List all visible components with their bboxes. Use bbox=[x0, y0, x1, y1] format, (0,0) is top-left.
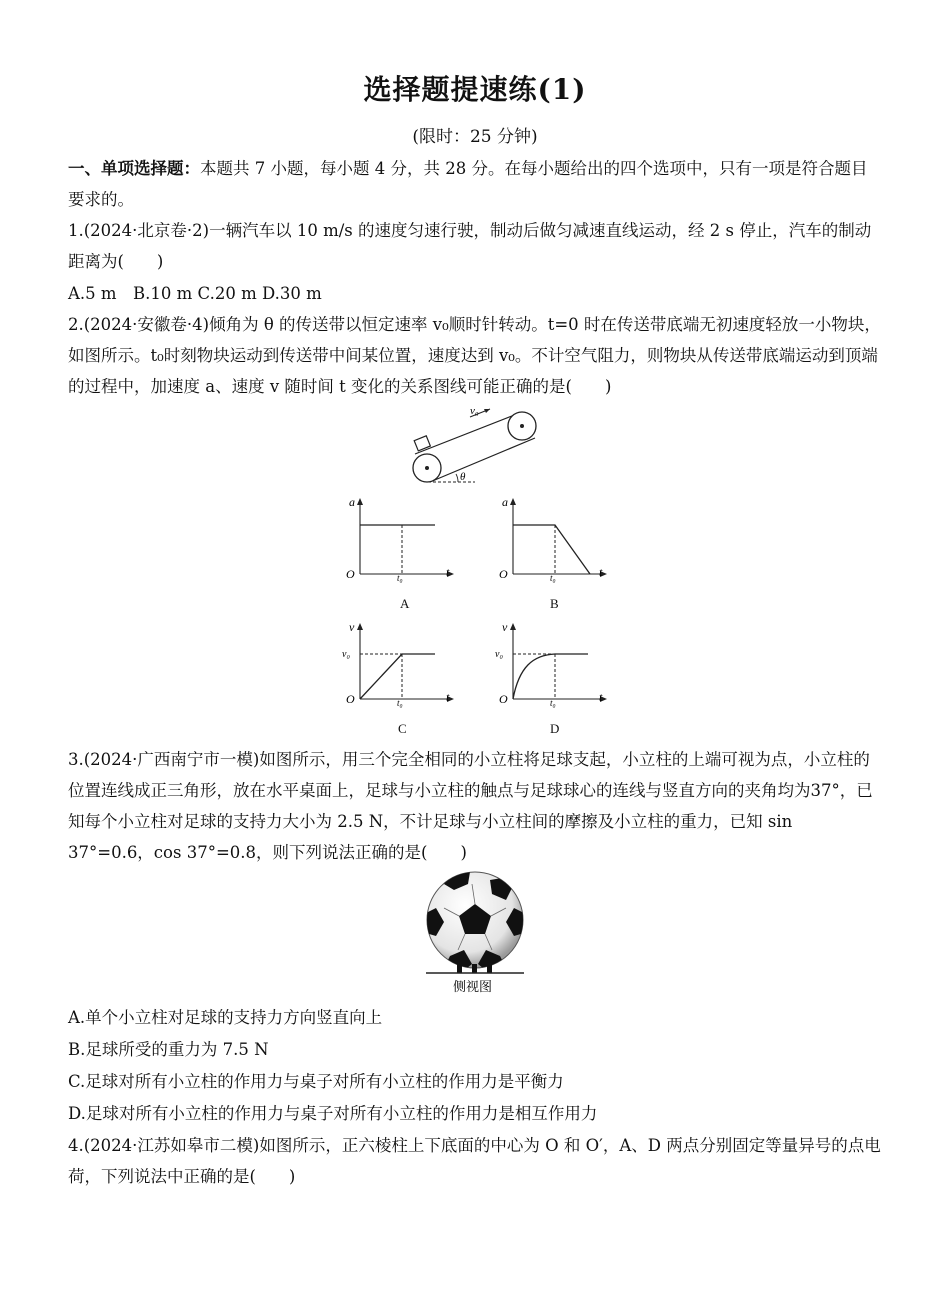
graph-b-tick: t₀ bbox=[550, 573, 556, 583]
soccer-ball-figure bbox=[420, 870, 530, 998]
graph-c-caption: C bbox=[398, 721, 407, 736]
graph-c-ytick: v₀ bbox=[342, 649, 350, 660]
graph-b-caption: B bbox=[550, 596, 559, 611]
belt-velocity-label: v₀ bbox=[470, 405, 479, 417]
graph-b-line bbox=[513, 525, 590, 574]
question-3-option-a: A.单个小立柱对足球的支持力方向竖直向上 bbox=[68, 1008, 383, 1027]
graph-d-x-label: t bbox=[599, 690, 603, 704]
graph-a bbox=[340, 492, 465, 612]
graph-a-y-label: a bbox=[349, 495, 355, 509]
graph-d bbox=[493, 617, 618, 737]
section-description: 本题共 7 小题，每小题 4 分，共 28 分。在每小题给出的四个选项中，只有一项是符合题目要求的。 bbox=[68, 159, 868, 209]
graph-b-x-label: t bbox=[599, 565, 603, 579]
graph-c-line bbox=[360, 654, 435, 699]
question-3-option-c: C.足球对所有小立柱的作用力与桌子对所有小立柱的作用力是平衡力 bbox=[68, 1072, 564, 1091]
question-4: 4.(2024·江苏如皋市二模)如图所示，正六棱柱上下底面的中心为 O 和 O′，A、D 两点分别固定等量异号的点电荷，下列说法中正确的是( ) bbox=[68, 1136, 881, 1186]
graph-d-tick: t₀ bbox=[550, 698, 556, 708]
graph-d-curve bbox=[513, 654, 588, 699]
graph-b-y-label: a bbox=[502, 495, 508, 509]
graph-a-x-label: t bbox=[446, 565, 450, 579]
graph-c-x-label: t bbox=[446, 690, 450, 704]
graph-b-origin: O bbox=[499, 567, 508, 581]
time-limit: (限时：25 分钟) bbox=[412, 127, 538, 147]
question-3-option-b: B.足球所受的重力为 7.5 N bbox=[68, 1040, 269, 1059]
graph-c-tick: t₀ bbox=[397, 698, 403, 708]
question-1: 1.(2024·北京卷·2)一辆汽车以 10 m/s 的速度匀速行驶，制动后做匀减速直线运动，经 2 s 停止，汽车的制动距离为( ) bbox=[68, 221, 872, 271]
question-3: 3.(2024·广西南宁市一模)如图所示，用三个完全相同的小立柱将足球支起，小立柱的上端可视为点，小立柱的位置连线成正三角形，放在水平桌面上，足球与小立柱的触点与足球球心的连线与竖直方向的夹角均为37°，已知每个小立柱对足球的支持力大小为 2.5 N，不计足球与小立柱间的摩擦及小立柱的重力，已知 sin 37°=0.6，cos 37°=0.8，则下列说法正确的是( ) bbox=[68, 750, 873, 862]
graph-a-caption: A bbox=[400, 596, 410, 611]
graph-d-ytick: v₀ bbox=[495, 649, 503, 660]
figure-caption: 侧视图 bbox=[453, 979, 493, 994]
incline-angle-label: θ bbox=[460, 471, 466, 483]
graph-d-y-label: v bbox=[502, 620, 508, 634]
question-3-option-d: D.足球对所有小立柱的作用力与桌子对所有小立柱的作用力是相互作用力 bbox=[68, 1104, 598, 1123]
question-1-options: A.5 m B.10 m C.20 m D.30 m bbox=[68, 284, 322, 303]
graph-b bbox=[493, 492, 618, 612]
graph-d-caption: D bbox=[550, 721, 560, 736]
section-heading: 一、单项选择题： bbox=[68, 159, 200, 178]
question-2: 2.(2024·安徽卷·4)倾角为 θ 的传送带以恒定速率 v₀顺时针转动。t=0 时在传送带底端无初速度轻放一小物块，如图所示。t₀时刻物块运动到传送带中间某位置，速度达到 v₀。不计空气阻力，则物块从传送带底端运动到顶端的过程中，加速度 a、速度 v 随时间 t 变化的关系图线可能正确的是( ) bbox=[68, 315, 881, 396]
support-post-left bbox=[457, 964, 462, 973]
section-intro bbox=[68, 153, 883, 215]
graph-c bbox=[340, 617, 465, 737]
graph-a-origin: O bbox=[346, 567, 355, 581]
page-title: 选择题提速练(1) bbox=[363, 73, 587, 106]
graph-c-y-label: v bbox=[349, 620, 355, 634]
graph-d-origin: O bbox=[499, 692, 508, 706]
graph-a-tick: t₀ bbox=[397, 573, 403, 583]
graph-c-origin: O bbox=[346, 692, 355, 706]
conveyor-belt-figure bbox=[400, 402, 550, 488]
support-post-right bbox=[487, 964, 492, 973]
support-post-middle bbox=[472, 964, 477, 973]
